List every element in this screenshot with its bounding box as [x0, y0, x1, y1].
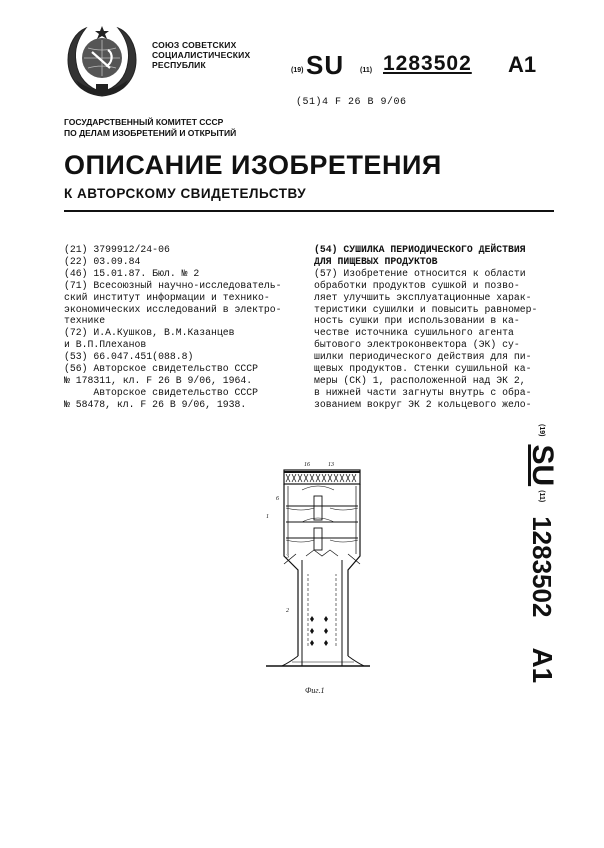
- bib-line: (56) Авторское свидетельство СССР: [64, 363, 259, 375]
- bib-line: (21) 3799912/24-06: [64, 244, 170, 255]
- bib-line: технике: [64, 315, 106, 327]
- label-13: 13: [328, 462, 334, 468]
- ussr-emblem: [62, 22, 142, 102]
- abstract-line: теристики сушилки и повысить равномер-: [314, 303, 538, 315]
- committee-line-2: ПО ДЕЛАМ ИЗОБРЕТЕНИЙ И ОТКРЫТИЙ: [64, 128, 237, 138]
- bib-line: (22) 03.09.84: [64, 255, 141, 267]
- bib-line: (46) 15.01.87. Бюл. № 2: [64, 267, 200, 279]
- country-line-1: СОЮЗ СОВЕТСКИХ: [152, 40, 237, 50]
- bib-line: Авторское свидетельство СССР: [64, 386, 259, 398]
- abstract-line: ляет улучшить эксплуатационные харак-: [314, 291, 532, 303]
- patent-number: 1283502: [383, 52, 472, 75]
- bib-line: (53) 66.047.451(088.8): [64, 351, 194, 363]
- abstract-line: (54) СУШИЛКА ПЕРИОДИЧЕСКОГО ДЕЙСТВИЯ: [314, 244, 526, 255]
- abstract-line: (57) Изобретение относится к области: [314, 267, 526, 279]
- document-kind: A1: [508, 52, 537, 77]
- abstract-line: бытового электроконвектора (ЭК) су-: [314, 339, 520, 351]
- side-number-code-label: (11): [538, 490, 546, 503]
- label-1: 1: [266, 514, 269, 520]
- figure-caption: Фиг.1: [305, 686, 325, 695]
- committee: [64, 117, 236, 139]
- abstract-line: меры (СК) 1, расположенной над ЭК 2,: [314, 374, 526, 386]
- country-line-3: РЕСПУБЛИК: [152, 60, 206, 70]
- abstract-line: зованием вокруг ЭК 2 кольцевого жело-: [314, 398, 532, 410]
- bib-line: (72) И.А.Кушков, В.М.Казанцев: [64, 327, 235, 339]
- side-number: 1283502: [527, 516, 558, 618]
- dryer-drawing: [262, 456, 374, 686]
- bib-line: ский институт информации и технико-: [64, 291, 270, 303]
- committee-line-1: ГОСУДАРСТВЕННЫЙ КОМИТЕТ СССР: [64, 117, 224, 127]
- side-country-code-label: (19): [538, 424, 546, 437]
- bib-line: и В.П.Плеханов: [64, 339, 147, 351]
- side-document-kind: A1: [527, 647, 558, 684]
- bibliographic-data: [64, 244, 314, 411]
- abstract-line: щевых продуктов. Стенки сушильной ка-: [314, 363, 532, 375]
- header-divider: [64, 210, 554, 212]
- bib-line: экономических исследований в электро-: [64, 303, 282, 315]
- abstract: [314, 244, 552, 411]
- document-title: ОПИСАНИЕ ИЗОБРЕТЕНИЯ: [64, 150, 442, 180]
- abstract-line: честве источника сушильного агента: [314, 327, 514, 339]
- ipc-classification: (51)4 F 26 B 9/06: [296, 97, 407, 108]
- document-subtitle: К АВТОРСКОМУ СВИДЕТЕЛЬСТВУ: [64, 186, 307, 201]
- bib-line: № 58478, кл. F 26 B 9/06, 1938.: [64, 398, 247, 410]
- side-country-code: SU: [526, 444, 559, 487]
- abstract-line: ДЛЯ ПИЩЕВЫХ ПРОДУКТОВ: [314, 255, 438, 267]
- country-code: SU: [306, 50, 345, 80]
- label-16: 16: [304, 462, 310, 468]
- country-line-2: СОЦИАЛИСТИЧЕСКИХ: [152, 50, 251, 60]
- country-code-label: (19): [291, 67, 304, 74]
- abstract-line: в нижней части загнуты внутрь с обра-: [314, 386, 532, 398]
- abstract-line: шилки периодического действия для пи-: [314, 351, 532, 363]
- abstract-line: обработки продуктов сушкой и позво-: [314, 279, 520, 291]
- label-3: 3: [286, 554, 289, 560]
- label-6: 6: [276, 496, 279, 502]
- side-patent-number: [512, 420, 572, 684]
- label-2: 2: [286, 608, 289, 614]
- number-code-label: (11): [360, 67, 373, 74]
- abstract-line: ность сушки при использовании в ка-: [314, 315, 520, 327]
- bib-line: № 178311, кл. F 26 B 9/06, 1964.: [64, 374, 253, 386]
- bib-line: (71) Всесоюзный научно-исследователь-: [64, 279, 282, 291]
- country-name: [152, 40, 250, 70]
